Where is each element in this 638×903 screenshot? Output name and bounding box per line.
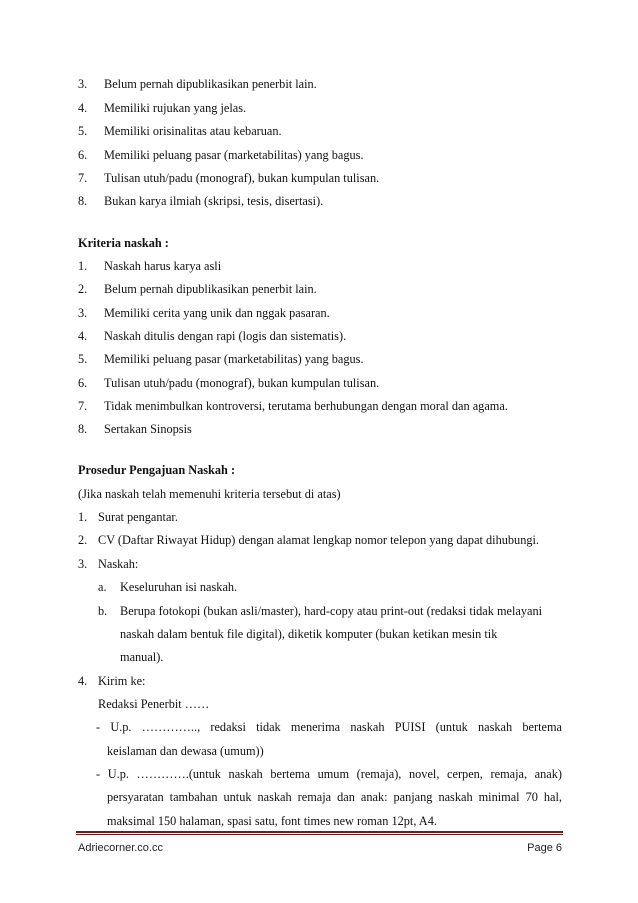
footer-rule — [76, 834, 563, 835]
prosedur-note: (Jika naskah telah memenuhi kriteria tersebut di atas) — [78, 487, 341, 501]
sub-list-continuation: manual). — [120, 650, 164, 664]
section-heading-prosedur: Prosedur Pengajuan Naskah : — [78, 463, 236, 477]
section-heading-kriteria: Kriteria naskah : — [78, 236, 169, 250]
footer-rule — [76, 831, 563, 833]
sub-list-continuation: naskah dalam bentuk file digital), diketik komputer (bukan ketikan mesin tik — [120, 627, 498, 641]
footer-page-number: Page 6 — [527, 842, 562, 854]
document-page: 3. Belum pernah dipublikasikan penerbit lain. 4. Memiliki rujukan yang jelas. 5. Memiliki orisinalitas atau kebaruan. 6. Memiliki peluang pasar (marketabilitas) yang bagus. 7. Tulisan utuh/padu (monograf), bukan kumpulan tulisan. 8. Bukan karya ilmiah (skripsi, tesis, disertasi). Kriteria naskah : 1. Naskah harus karya asli 2. Belum pernah dipublikasikan penerbit lain. 3. Memiliki cerita yang unik dan nggak pasaran. 4. Naskah ditulis dengan rapi (logis dan sistematis). 5. Memiliki peluang pasar (marketabilitas) yang bagus. 6. Tulisan utuh/padu (monograf), bukan kumpulan tulisan. 7. Tidak menimbulkan kontroversi, terutama berhubungan dengan moral dan agama. 8. Sertakan Sinopsis Prosedur Pengajuan Naskah : (Jika naskah telah memenuhi kriteria tersebut di atas) 1. Surat pengantar. 2. CV (Daftar Riwayat Hidup) dengan alamat lengkap nomor telepon yang dapat dihubungi. 3. Naskah: a. Keseluruhan isi naskah. b. Berupa fotokopi (bukan asli/master), hard-copy atau print-out (redaksi tidak melayani naskah dalam bentuk file digital), diketik komputer (bukan ketikan mesin tik manual). 4. Kirim ke: Redaksi Penerbit …… - U.p. ………….., redaksi tidak menerima naskah PUISI (untuk naskah bertema keislaman dan dewasa (umum)) - U.p. ………….(untuk naskah bertema umum (remaja), novel, cerpen, remaja, anak) persyaratan tambahan untuk naskah remaja dan anak: panjang naskah minimal 70 hal, maksimal 150 halaman, spasi satu, font times new roman 12pt, A4. Adriecorner.co.cc Page 6 — [78, 77, 562, 854]
dash-item-continuation: keislaman dan dewasa (umum)) — [107, 744, 264, 758]
footer-site: Adriecorner.co.cc — [78, 842, 163, 854]
dash-item-continuation: maksimal 150 halaman, spasi satu, font times new roman 12pt, A4. — [107, 814, 437, 828]
